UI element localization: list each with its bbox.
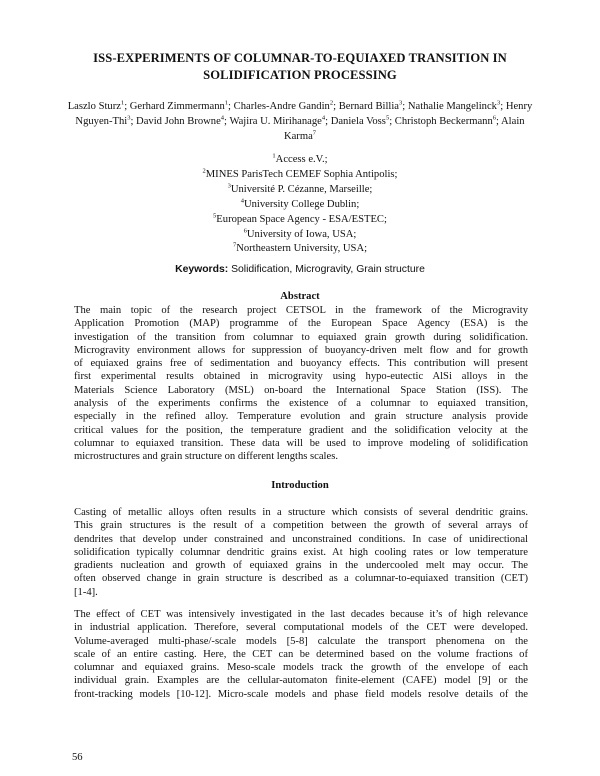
keywords-text: Solidification, Microgravity, Grain structure bbox=[231, 264, 425, 275]
text-line: Volume-averaged multi-phase/-scale models [5-8] calculate the transport phenomena on the bbox=[74, 635, 528, 647]
author: David John Browne$^4$; bbox=[136, 114, 230, 127]
text-line: solidification typically columnar dendritic grains exist. At high cooling rates or low temperature bbox=[74, 546, 528, 558]
text-line: Application Promotion (MAP) programme of the European Space Agency (ESA) is the bbox=[74, 318, 528, 330]
text-line: microstructures and grain structure on different lengths scales. bbox=[74, 451, 338, 463]
text-line: The main topic of the research project CETSOL in the framework of the Microgravity bbox=[74, 305, 528, 316]
affiliation: $^6$University of Iowa, USA; bbox=[243, 227, 357, 240]
keywords bbox=[90, 264, 510, 275]
text-line: often observed change in grain structure is described as a columnar-to-equiaxed transition (CET) bbox=[74, 573, 528, 585]
text-line: [1-4]. bbox=[74, 586, 98, 598]
author: Nathalie Mangelinck$^3$; bbox=[407, 99, 506, 112]
title-line: SOLIDIFICATION PROCESSING bbox=[203, 67, 397, 82]
text-line: The effect of CET was intensively investigated in the last decades because it’s of high relevance bbox=[74, 609, 528, 620]
text-line: dendrites that develop under constrained and unconstrained conditions. In case of unidirectional bbox=[74, 533, 528, 545]
text-line: first experimental results obtained in microgravity using hypo-eutectic AlSi alloys in the bbox=[74, 371, 528, 383]
text-line: of equiaxed grains free of sedimentation and buoyancy effects. This contribution will present bbox=[74, 358, 528, 370]
abstract-body bbox=[74, 304, 528, 464]
text-line: front-tracking models [10-12]. Micro-scale models and phase field models resolve details of the bbox=[74, 688, 528, 700]
text-line: Casting of metallic alloys often results in a structure which consists of several dendritic grains. bbox=[74, 507, 528, 518]
author: Gerhard Zimmermann$^1$; bbox=[129, 99, 234, 112]
text-line: gradients nucleation and growth of equiaxed grains in the undercooled melt may occur. The bbox=[74, 560, 528, 572]
author: Wajira U. Mirihanage$^4$; bbox=[229, 114, 331, 127]
page-number: 56 bbox=[72, 752, 83, 763]
author: Daniela Voss$^5$; bbox=[330, 114, 395, 127]
author: Christoph Beckermann$^6$; bbox=[394, 114, 502, 127]
text-line: individual grain. Examples are the cellular-automaton finite-element (CAFE) model [9] or the bbox=[74, 675, 528, 687]
author: Laszlo Sturz$^1$; bbox=[67, 99, 130, 112]
text-line: in industrial application. Therefore, several computational models of the CET were developed. bbox=[74, 622, 528, 634]
affiliation: $^5$European Space Agency - ESA/ESTEC; bbox=[213, 212, 387, 225]
introduction-paragraph-2 bbox=[74, 608, 528, 701]
introduction-paragraph-1 bbox=[74, 506, 528, 599]
author: Bernard Billia$^3$; bbox=[338, 99, 408, 112]
title-line: ISS-EXPERIMENTS OF COLUMNAR-TO-EQUIAXED TRANSITION IN bbox=[93, 51, 507, 65]
author: Alain Karma$^7$ bbox=[283, 116, 525, 142]
text-line: columnar and equiaxed grains. Meso-scale models track the growth of the envelope of each bbox=[74, 662, 528, 674]
author-list bbox=[66, 99, 534, 144]
text-line: Microgravity environment allows for suppression of buoyancy-driven melt flow and for growth bbox=[74, 344, 528, 356]
text-line: analysis of the experiments confirms the existence of a columnar to equiaxed transition, bbox=[74, 398, 528, 410]
affiliation: $^7$Northeastern University, USA; bbox=[232, 241, 368, 255]
affiliation: $^1$Access e.V.; bbox=[272, 152, 328, 165]
introduction-heading: Introduction bbox=[271, 480, 329, 491]
affiliation-list bbox=[150, 153, 450, 257]
text-line: scale of an entire casting. Here, the CET can be determined based on the volume fractions of bbox=[74, 648, 528, 660]
paper-title bbox=[60, 50, 540, 83]
affiliation: $^4$University College Dublin; bbox=[240, 197, 360, 210]
affiliation: $^2$MINES ParisTech CEMEF Sophia Antipolis; bbox=[202, 167, 398, 180]
text-line: critical values for the position, the temperature gradient and the solidification velocity at the bbox=[74, 424, 528, 436]
abstract-heading: Abstract bbox=[280, 291, 320, 302]
author: Charles-Andre Gandin$^2$; bbox=[233, 99, 339, 112]
text-line: investigation of the transition from columnar to equiaxed grain growth during solidification. bbox=[74, 331, 528, 343]
affiliation: $^3$Université P. Cézanne, Marseille; bbox=[227, 182, 373, 195]
text-line: especially in the refined alloy. Temperature evolution and grain structure analysis provide bbox=[74, 411, 528, 423]
text-line: Materials Science Laboratory (MSL) on-board the International Space Station (ISS). The bbox=[74, 384, 528, 396]
keywords-label: Keywords: bbox=[175, 264, 229, 275]
text-line: This grain structures is the result of a competition between the growth of several arrays of bbox=[74, 520, 528, 532]
author: Henry Nguyen-Thi$^3$; bbox=[75, 101, 533, 127]
text-line: columnar to equiaxed transition. These data will be used to improve modeling of solidification bbox=[74, 437, 528, 449]
